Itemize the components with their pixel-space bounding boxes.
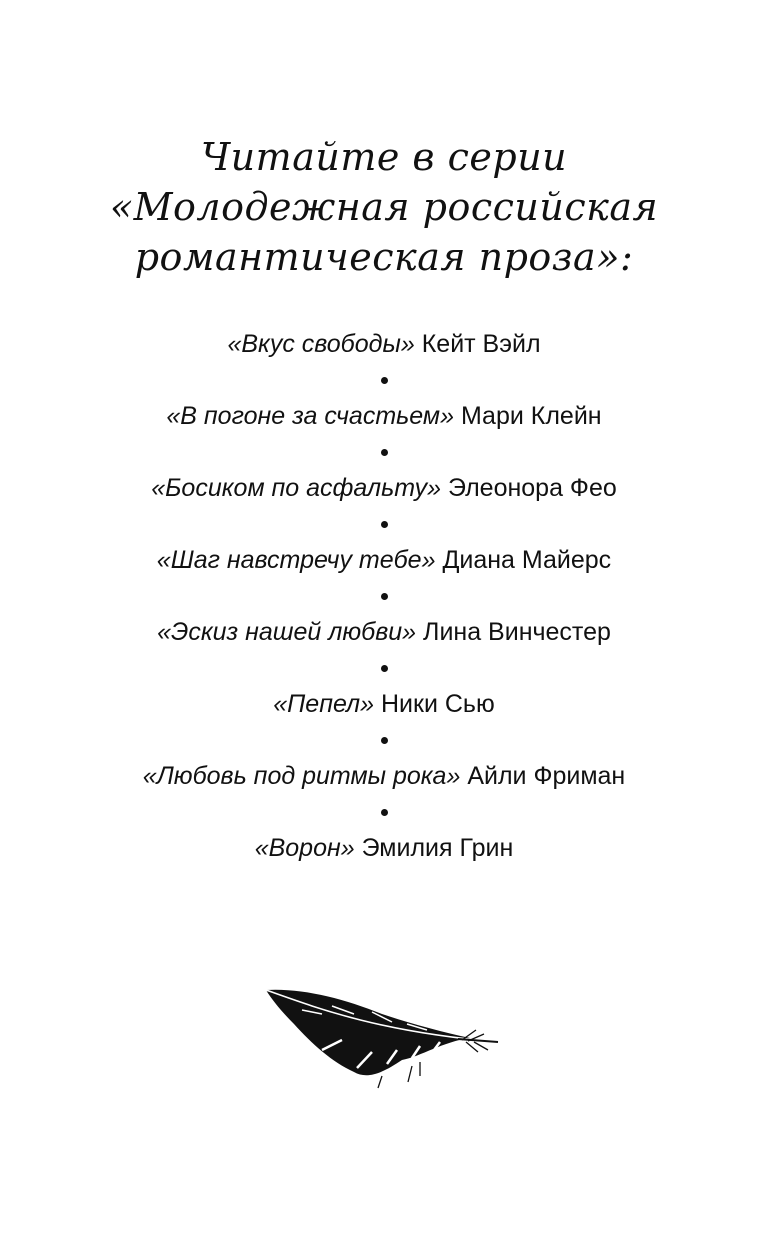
book-author: Лина Винчестер bbox=[423, 618, 611, 646]
bullet-separator bbox=[0, 798, 768, 826]
book-author: Диана Майерс bbox=[442, 546, 612, 574]
book-author: Элеонора Фео bbox=[447, 474, 617, 502]
heading-line-2: «Молодежная российская bbox=[109, 185, 659, 229]
book-author: Ники Сью bbox=[381, 690, 495, 718]
bullet-separator bbox=[0, 654, 768, 682]
book-title: «Вкус свободы» bbox=[227, 330, 415, 358]
list-item bbox=[0, 466, 768, 510]
bullet-separator bbox=[0, 726, 768, 754]
list-item bbox=[0, 610, 768, 654]
book-list bbox=[0, 322, 768, 870]
bullet-separator bbox=[0, 438, 768, 466]
book-title: «Шаг навстречу тебе» bbox=[156, 546, 436, 574]
book-title: «Любовь под ритмы рока» bbox=[142, 762, 461, 790]
heading-line-3: романтическая проза»: bbox=[134, 235, 634, 279]
book-title: «В погоне за счастьем» bbox=[166, 402, 454, 430]
feather-icon bbox=[262, 980, 502, 1090]
list-item bbox=[0, 754, 768, 798]
list-item bbox=[0, 538, 768, 582]
list-item bbox=[0, 826, 768, 870]
book-author: Айли Фриман bbox=[467, 762, 626, 790]
list-item bbox=[0, 682, 768, 726]
book-title: «Пепел» bbox=[273, 690, 375, 718]
list-item bbox=[0, 394, 768, 438]
bullet-separator bbox=[0, 582, 768, 610]
book-title: «Ворон» bbox=[254, 834, 355, 862]
bullet-separator bbox=[0, 510, 768, 538]
list-item bbox=[0, 322, 768, 366]
series-heading bbox=[0, 132, 768, 282]
book-author: Мари Клейн bbox=[460, 402, 602, 430]
book-author: Эмилия Грин bbox=[361, 834, 514, 862]
bullet-separator bbox=[0, 366, 768, 394]
book-title: «Эскиз нашей любви» bbox=[157, 618, 417, 646]
book-author: Кейт Вэйл bbox=[421, 330, 541, 358]
book-title: «Босиком по асфальту» bbox=[151, 474, 441, 502]
heading-line-1: Читайте в серии bbox=[200, 135, 568, 179]
